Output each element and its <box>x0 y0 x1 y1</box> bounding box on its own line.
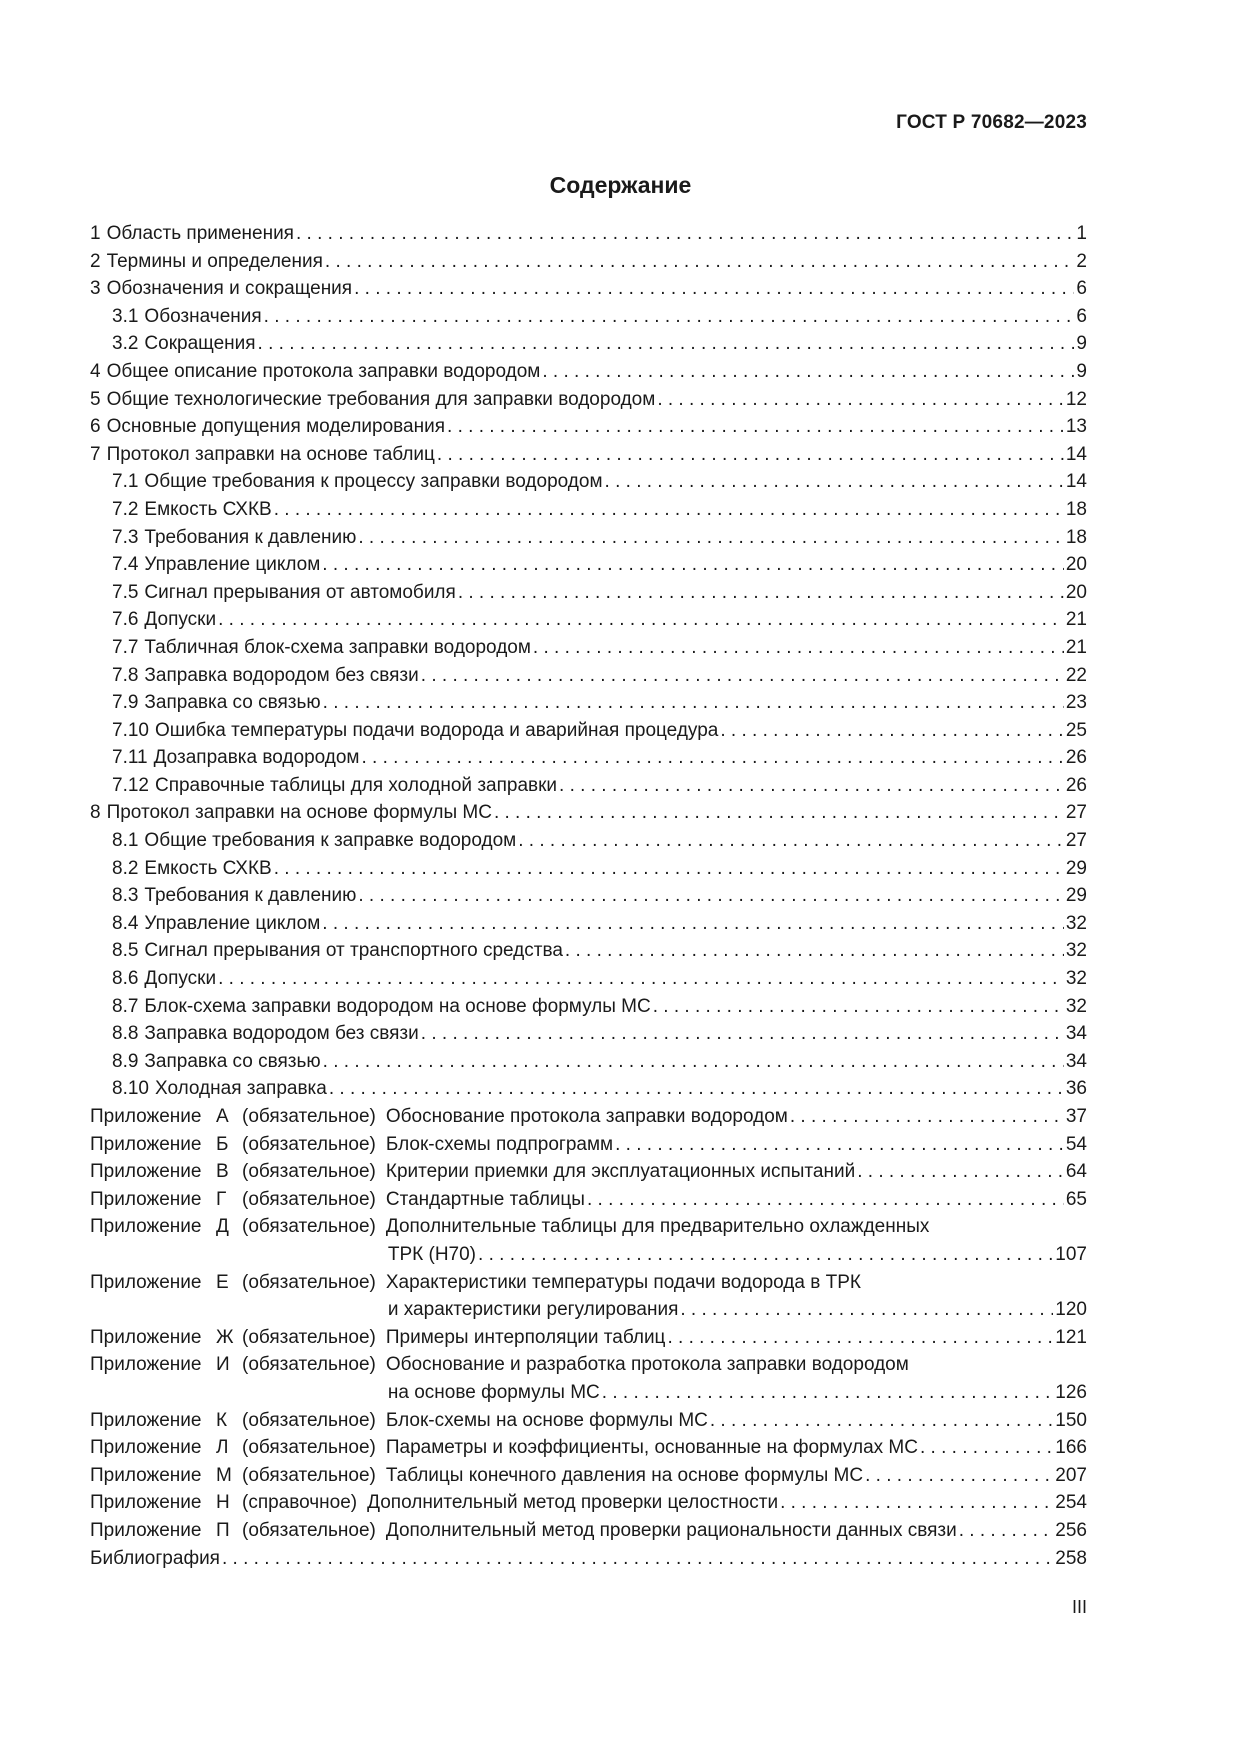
toc-entry-page: 6 <box>1076 278 1087 300</box>
appendix-page: 120 <box>1055 1299 1087 1321</box>
dot-leader <box>445 413 1064 441</box>
toc-entry-label: Емкость СХКВ <box>144 498 272 520</box>
toc-entry-label: Общие технологические требования для заправки водородом <box>106 388 656 410</box>
toc-entry[interactable] <box>90 551 1087 579</box>
appendix-kind: (обязательное) <box>242 1271 376 1293</box>
dot-leader <box>356 882 1063 910</box>
toc-entry-page: 13 <box>1065 416 1087 438</box>
toc-entry-page: 18 <box>1065 498 1087 520</box>
toc-appendix-entry[interactable] <box>90 1351 1087 1406</box>
appendix-word: Приложение <box>90 1188 202 1210</box>
toc-entry[interactable] <box>90 579 1087 607</box>
toc-entry[interactable] <box>90 855 1087 883</box>
dot-leader <box>352 275 1074 303</box>
appendix-kind: (обязательное) <box>242 1354 376 1376</box>
toc-entry-label: Область применения <box>106 223 294 244</box>
toc-entry-number: 7.8 <box>112 664 139 686</box>
page-title: Содержание <box>549 172 692 198</box>
appendix-letter: Г <box>216 1188 227 1210</box>
appendix-page: 54 <box>1065 1133 1087 1155</box>
toc-entry-page: 34 <box>1065 1023 1087 1045</box>
toc-entry-page: 36 <box>1065 1078 1087 1100</box>
toc-entry-page: 21 <box>1065 609 1087 631</box>
toc-entry[interactable] <box>90 882 1087 910</box>
toc-entry-number: 2 <box>90 250 101 272</box>
toc-entry-number: 7.12 <box>112 774 149 796</box>
dot-leader <box>320 910 1064 938</box>
toc-entry-label: Требования к давлению <box>144 526 357 548</box>
appendix-title-line: ТРК (H70) <box>387 1243 477 1265</box>
toc-entry[interactable] <box>90 937 1087 965</box>
toc-entry-page: 14 <box>1065 471 1087 493</box>
toc-entry-number: 8.10 <box>112 1078 149 1100</box>
toc-entry[interactable] <box>90 441 1087 469</box>
appendix-word: Приложение <box>90 1216 202 1238</box>
toc-entry-page: 32 <box>1065 912 1087 934</box>
toc-entry-label: Общие требования к процессу заправки водородом <box>144 471 603 493</box>
toc-entry-label: Сокращения <box>144 333 256 355</box>
toc-entry-label: Требования к давлению <box>144 885 357 907</box>
toc-entry-page: 18 <box>1065 526 1087 548</box>
toc-entry-number: 8.1 <box>112 830 139 852</box>
dot-leader <box>323 248 1075 276</box>
toc-entry-label: Протокол заправки на основе таблиц <box>106 443 435 465</box>
toc-entry-page: 32 <box>1065 968 1087 990</box>
toc-entry-page: 2 <box>1076 250 1087 272</box>
page-number: III <box>1071 1597 1087 1617</box>
appendix-letter: Л <box>216 1437 229 1459</box>
toc-entry[interactable] <box>90 496 1087 524</box>
appendix-page: 207 <box>1055 1464 1087 1486</box>
dot-leader <box>563 937 1064 965</box>
appendix-title-line: Дополнительный метод проверки рациональности данных связи <box>385 1519 957 1541</box>
toc-entry-number: 7.4 <box>112 554 139 576</box>
toc-entry-number: 7.10 <box>112 719 149 741</box>
dot-leader <box>262 303 1075 331</box>
appendix-word: Приложение <box>90 1106 202 1127</box>
dot-leader <box>531 634 1064 662</box>
appendix-page: 166 <box>1055 1437 1087 1459</box>
appendix-kind: (обязательное) <box>242 1464 376 1486</box>
toc-appendices <box>90 1103 1087 1545</box>
toc-entry[interactable] <box>90 965 1087 993</box>
toc-entry[interactable] <box>90 303 1087 331</box>
appendix-page: 121 <box>1055 1326 1087 1348</box>
appendix-word: Приложение <box>90 1464 202 1486</box>
appendix-page: 150 <box>1055 1409 1087 1431</box>
appendix-title-line: Критерии приемки для эксплуатационных испытаний <box>385 1161 856 1183</box>
appendix-kind: (обязательное) <box>242 1188 376 1210</box>
dot-leader <box>540 358 1074 386</box>
toc-entry-number: 8.7 <box>112 995 139 1017</box>
dot-leader <box>708 1407 1053 1435</box>
appendix-word: Приложение <box>90 1519 202 1541</box>
toc-entry[interactable] <box>90 717 1087 745</box>
dot-leader <box>855 1158 1064 1186</box>
toc-entry[interactable] <box>90 1075 1087 1103</box>
toc-entry-number: 8.8 <box>112 1023 139 1045</box>
appendix-kind: (обязательное) <box>242 1409 376 1431</box>
toc-entry-number: 8.2 <box>112 857 139 879</box>
appendix-kind: (справочное) <box>242 1492 358 1514</box>
appendix-letter: А <box>216 1106 229 1127</box>
toc-entry-number: 6 <box>90 416 101 438</box>
dot-leader <box>492 799 1064 827</box>
appendix-page: 37 <box>1065 1106 1087 1127</box>
dot-leader <box>655 386 1064 414</box>
toc-entry-label: Обозначения и сокращения <box>106 278 353 300</box>
toc-appendix-entry[interactable] <box>90 1434 1087 1462</box>
toc-entry[interactable] <box>90 275 1087 303</box>
toc-entry-page: 9 <box>1076 333 1087 355</box>
toc-entry-number: 7 <box>90 443 101 465</box>
toc-appendix-entry[interactable] <box>90 1186 1087 1214</box>
toc-entry-page: 6 <box>1076 305 1087 327</box>
toc-entry[interactable] <box>90 689 1087 717</box>
dot-leader <box>321 689 1064 717</box>
toc-entry[interactable] <box>90 606 1087 634</box>
toc-appendix-entry[interactable] <box>90 1158 1087 1186</box>
dot-leader <box>918 1434 1053 1462</box>
toc-entry-page: 1 <box>1076 223 1087 244</box>
dot-leader <box>778 1489 1053 1517</box>
dot-leader <box>613 1131 1064 1159</box>
toc-entry-number: 8.6 <box>112 968 139 990</box>
appendix-word: Приложение <box>90 1437 202 1459</box>
appendix-page: 126 <box>1055 1381 1087 1403</box>
toc-entry-number: 7.9 <box>112 692 139 714</box>
dot-leader <box>216 965 1064 993</box>
dot-leader <box>718 717 1064 745</box>
appendix-kind: (обязательное) <box>242 1437 376 1459</box>
toc-entry[interactable] <box>90 662 1087 690</box>
toc-entry-page: 22 <box>1065 664 1087 686</box>
toc-entry-page: 12 <box>1065 388 1087 410</box>
dot-leader <box>220 1545 1055 1573</box>
toc-entry-number: 7.3 <box>112 526 139 548</box>
toc-bibliography-page: 258 <box>1055 1547 1087 1569</box>
toc-entry-label: Управление циклом <box>144 912 321 934</box>
appendix-word: Приложение <box>90 1161 202 1183</box>
toc-entry-label: Блок-схема заправки водородом на основе формулы МС <box>144 995 651 1017</box>
appendix-word: Приложение <box>90 1492 202 1514</box>
toc-entry-number: 8 <box>90 802 101 824</box>
appendix-page: 65 <box>1065 1188 1087 1210</box>
toc-entry-label: Холодная заправка <box>154 1078 327 1100</box>
toc-entry-page: 26 <box>1065 747 1087 769</box>
toc-entry-label: Протокол заправки на основе формулы МС <box>106 802 492 824</box>
toc-entry[interactable] <box>90 827 1087 855</box>
toc-entry-label: Заправка со связью <box>144 1050 321 1072</box>
toc-entry-label: Емкость СХКВ <box>144 857 272 879</box>
dot-leader <box>516 827 1064 855</box>
appendix-kind: (обязательное) <box>242 1133 376 1155</box>
dot-leader <box>600 1379 1054 1407</box>
toc-entry[interactable] <box>90 386 1087 414</box>
table-of-contents <box>90 220 1087 1572</box>
appendix-kind: (обязательное) <box>242 1106 376 1127</box>
toc-entry-label: Общее описание протокола заправки водородом <box>106 360 541 382</box>
toc-entry-page: 32 <box>1065 940 1087 962</box>
toc-entry[interactable] <box>90 799 1087 827</box>
appendix-word: Приложение <box>90 1326 202 1348</box>
dot-leader <box>256 330 1075 358</box>
toc-entry-number: 7.11 <box>112 747 148 769</box>
toc-entry[interactable] <box>90 910 1087 938</box>
toc-entry-number: 4 <box>90 360 101 382</box>
appendix-title-line: и характеристики регулирования <box>387 1299 679 1321</box>
appendix-word: Приложение <box>90 1133 202 1155</box>
toc-entry-label: Табличная блок-схема заправки водородом <box>144 636 531 658</box>
dot-leader <box>957 1517 1054 1545</box>
toc-entry-number: 7.1 <box>112 471 139 493</box>
toc-appendix-entry[interactable] <box>90 1407 1087 1435</box>
appendix-letter: П <box>216 1519 230 1541</box>
toc-entry-page: 32 <box>1065 995 1087 1017</box>
appendix-letter: К <box>216 1409 228 1431</box>
toc-appendix-entry[interactable] <box>90 1324 1087 1352</box>
appendix-kind: (обязательное) <box>242 1216 376 1238</box>
toc-entry-label: Сигнал прерывания от транспортного средства <box>144 940 563 962</box>
toc-appendix-entry[interactable] <box>90 1103 1087 1131</box>
dot-leader <box>476 1241 1053 1269</box>
toc-entry[interactable] <box>90 468 1087 496</box>
toc-entry-number: 3.2 <box>112 333 139 355</box>
toc-entry-label: Допуски <box>144 968 217 990</box>
toc-entry-label: Дозаправка водородом <box>153 747 360 769</box>
toc-entry-label: Ошибка температуры подачи водорода и аварийная процедура <box>154 719 719 741</box>
dot-leader <box>788 1103 1064 1131</box>
appendix-letter: И <box>216 1354 230 1376</box>
toc-entry-page: 25 <box>1065 719 1087 741</box>
toc-entry-label: Заправка водородом без связи <box>144 1023 419 1045</box>
toc-appendix-entry[interactable] <box>90 1269 1087 1324</box>
appendix-page: 107 <box>1055 1243 1087 1265</box>
dot-leader <box>678 1296 1053 1324</box>
dot-leader <box>435 441 1064 469</box>
toc-entry-number: 8.4 <box>112 912 139 934</box>
toc-bibliography[interactable] <box>90 1545 1087 1573</box>
toc-appendix-entry[interactable] <box>90 1131 1087 1159</box>
dot-leader <box>327 1075 1064 1103</box>
toc-appendix-entry[interactable] <box>90 1489 1087 1517</box>
appendix-word: Приложение <box>90 1409 202 1431</box>
toc-entry-page: 34 <box>1065 1050 1087 1072</box>
toc-entry[interactable] <box>90 744 1087 772</box>
toc-appendix-entry[interactable] <box>90 1517 1087 1545</box>
dot-leader <box>272 496 1064 524</box>
toc-entry[interactable] <box>90 634 1087 662</box>
toc-entry-number: 7.7 <box>112 636 139 658</box>
toc-entry-page: 20 <box>1065 581 1087 603</box>
toc-entry-number: 7.5 <box>112 581 139 603</box>
appendix-page: 256 <box>1055 1519 1087 1541</box>
toc-entry-label: Справочные таблицы для холодной заправки <box>154 774 558 796</box>
appendix-kind: (обязательное) <box>242 1161 376 1183</box>
appendix-kind: (обязательное) <box>242 1326 376 1348</box>
toc-entry[interactable] <box>90 330 1087 358</box>
toc-entry-number: 7.2 <box>112 498 139 520</box>
appendix-kind: (обязательное) <box>242 1519 376 1541</box>
toc-entry-page: 29 <box>1065 885 1087 907</box>
toc-entry-page: 20 <box>1065 554 1087 576</box>
toc-entry-label: Управление циклом <box>144 554 321 576</box>
appendix-title-line: Дополнительные таблицы для предварительно охлажденных <box>385 1216 930 1238</box>
appendix-letter: Н <box>216 1492 230 1514</box>
dot-leader <box>456 579 1064 607</box>
dot-leader <box>665 1324 1053 1352</box>
dot-leader <box>320 551 1064 579</box>
appendix-word: Приложение <box>90 1354 202 1376</box>
toc-entry-label: Основные допущения моделирования <box>106 416 446 438</box>
appendix-letter: В <box>216 1161 229 1183</box>
toc-entry-page: 27 <box>1065 802 1087 824</box>
toc-entry-page: 23 <box>1065 692 1087 714</box>
toc-entry-number: 8.3 <box>112 885 139 907</box>
dot-leader <box>603 468 1064 496</box>
appendix-title-line: Параметры и коэффициенты, основанные на формулах МС <box>385 1437 918 1459</box>
dot-leader <box>585 1186 1064 1214</box>
appendix-word: Приложение <box>90 1271 202 1293</box>
dot-leader <box>216 606 1064 634</box>
dot-leader <box>272 855 1064 883</box>
toc-entry-number: 3.1 <box>112 305 139 327</box>
toc-entry-label: Термины и определения <box>106 250 323 272</box>
appendix-title-line: Дополнительный метод проверки целостности <box>367 1492 779 1514</box>
toc-appendix-entry[interactable] <box>90 1213 1087 1268</box>
appendix-title-line: Стандартные таблицы <box>385 1188 585 1210</box>
toc-entry-page: 29 <box>1065 857 1087 879</box>
appendix-title-line: Обоснование протокола заправки водородом <box>385 1106 788 1127</box>
toc-entry-number: 5 <box>90 388 101 410</box>
dot-leader <box>419 662 1064 690</box>
toc-entry-number: 8.9 <box>112 1050 139 1072</box>
dot-leader <box>356 524 1063 552</box>
dot-leader <box>651 993 1064 1021</box>
toc-entry-number: 8.5 <box>112 940 139 962</box>
appendix-letter: Д <box>216 1216 229 1238</box>
dot-leader <box>321 1048 1064 1076</box>
appendix-title-line: Блок-схемы на основе формулы МС <box>385 1409 708 1431</box>
dot-leader <box>419 1020 1064 1048</box>
toc-entry[interactable] <box>90 220 1087 248</box>
appendix-title-line: Примеры интерполяции таблиц <box>385 1326 666 1348</box>
appendix-page: 254 <box>1055 1492 1087 1514</box>
toc-entry-page: 21 <box>1065 636 1087 658</box>
appendix-title-line: Блок-схемы подпрограмм <box>385 1133 614 1155</box>
dot-leader <box>294 220 1074 248</box>
toc-entry-page: 27 <box>1065 830 1087 852</box>
appendix-title-line: Таблицы конечного давления на основе формулы МС <box>385 1464 864 1486</box>
toc-appendix-entry[interactable] <box>90 1462 1087 1490</box>
toc-entry-label: Сигнал прерывания от автомобиля <box>144 581 456 603</box>
toc-entry[interactable] <box>90 1020 1087 1048</box>
dot-leader <box>557 772 1064 800</box>
toc-entry-label: Обозначения <box>144 305 262 327</box>
appendix-title-line: Обоснование и разработка протокола заправки водородом <box>385 1354 909 1376</box>
toc-entry[interactable] <box>90 993 1087 1021</box>
appendix-letter: Е <box>216 1271 229 1293</box>
toc-entry[interactable] <box>90 772 1087 800</box>
toc-sections <box>90 220 1087 1103</box>
appendix-letter: Б <box>216 1133 229 1155</box>
toc-entry[interactable] <box>90 413 1087 441</box>
toc-entry-number: 7.6 <box>112 609 139 631</box>
toc-entry-label: Допуски <box>144 609 217 631</box>
dot-leader <box>360 744 1064 772</box>
toc-entry-page: 26 <box>1065 774 1087 796</box>
toc-entry[interactable] <box>90 358 1087 386</box>
toc-entry-number: 3 <box>90 278 101 300</box>
toc-entry-label: Заправка водородом без связи <box>144 664 419 686</box>
toc-entry[interactable] <box>90 524 1087 552</box>
appendix-title-line: Характеристики температуры подачи водорода в ТРК <box>385 1271 861 1293</box>
appendix-letter: Ж <box>216 1326 234 1348</box>
appendix-title-line: на основе формулы МС <box>387 1381 600 1403</box>
toc-entry-label: Общие требования к заправке водородом <box>144 830 517 852</box>
toc-entry-page: 14 <box>1065 443 1087 465</box>
appendix-letter: М <box>216 1464 232 1486</box>
appendix-page: 64 <box>1065 1161 1087 1183</box>
toc-entry-number: 1 <box>90 223 101 244</box>
document-code: ГОСТ Р 70682—2023 <box>896 112 1087 133</box>
toc-entry[interactable] <box>90 1048 1087 1076</box>
toc-entry[interactable] <box>90 248 1087 276</box>
toc-entry-label: Заправка со связью <box>144 692 321 714</box>
dot-leader <box>863 1462 1053 1490</box>
toc-bibliography-label: Библиография <box>90 1547 220 1569</box>
toc-entry-page: 9 <box>1076 360 1087 382</box>
